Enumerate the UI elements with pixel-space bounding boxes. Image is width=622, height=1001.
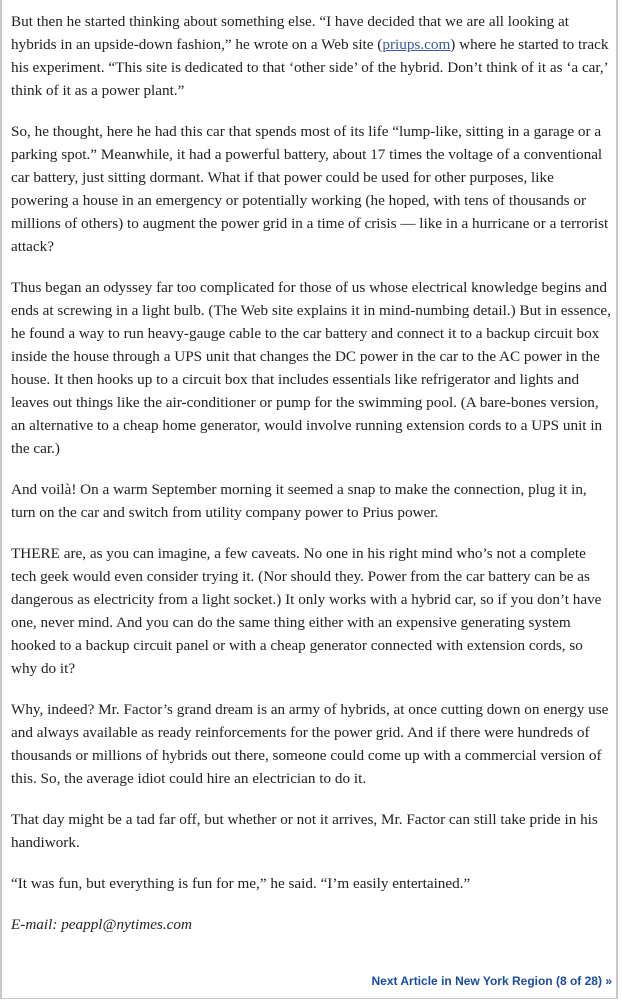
paragraph-2: So, he thought, here he had this car that spends most of its life “lump-like, sitting in a garage or a parking spot.” Meanwhile, it had a powerful battery, about 17 times the voltage of a conventional car battery, just sitting dormant. What if that power could be used for other purposes, like powering a house in an emergency or potentially working (he hoped, with tens of thousands or millions of others) to augment the power grid in a time of crisis — like in a hurricane or a terrorist attack? xyxy=(11,123,609,255)
author-email: E-mail: peappl@nytimes.com xyxy=(11,916,192,933)
paragraph-1: But then he started thinking about something else. “I have decided that we are all looking at hybrids in an upside-down fashion,” he wrote on a Web site (priups.com) where he started to track his experiment. “This site is dedicated to that ‘other side’ of the hybrid. Don’t think of it as ‘a car,’ think of it as a power plant.” xyxy=(11,13,609,99)
paragraph-7: That day might be a tad far off, but whether or not it arrives, Mr. Factor can still take pride in his handiwork. xyxy=(11,811,598,851)
article-body xyxy=(11,10,611,954)
paragraph-4: And voilà! On a warm September morning it seemed a snap to make the connection, plug it in, turn on the car and switch from utility company power to Prius power. xyxy=(11,481,587,521)
paragraph-6: Why, indeed? Mr. Factor’s grand dream is an army of hybrids, at once cutting down on energy use and always available as ready reinforcements for the power grid. And if there were hundreds of thousands or millions of hybrids out there, someone could come up with a commercial version of this. So, the average idiot could hire an electrician to do it. xyxy=(11,701,609,787)
paragraph-5: THERE are, as you can imagine, a few caveats. No one in his right mind who’s not a complete tech geek would even consider trying it. (Nor should they. Power from the car battery can be as dangerous as electricity from a light socket.) It only works with a hybrid car, so if you don’t have one, never mind. And you can do the same thing either with an expensive generating system hooked to a backup circuit panel or with a cheap generator connected with extension cords, so why do it? xyxy=(11,545,602,677)
next-article-link[interactable]: Next Article in New York Region (8 of 28) » xyxy=(371,974,612,988)
paragraph-8: “It was fun, but everything is fun for me,” he said. “I’m easily entertained.” xyxy=(11,875,471,892)
priups-link[interactable]: priups.com xyxy=(382,36,451,53)
paragraph-3: Thus began an odyssey far too complicated for those of us whose electrical knowledge begins and ends at screwing in a light bulb. (The Web site explains it in mind-numbing detail.) But in essence, he found a way to run heavy-gauge cable to the car battery and connect it to a backup circuit box inside the house through a UPS unit that changes the DC power in the car to the AC power in the house. It then hooks up to a circuit box that includes essentials like refrigerator and lights and leaves out things like the air-conditioner or pump for the swimming pool. (A bare-bones version, an alternative to a cheap home generator, would involve running extension cords to a UPS unit in the car.) xyxy=(11,279,611,457)
